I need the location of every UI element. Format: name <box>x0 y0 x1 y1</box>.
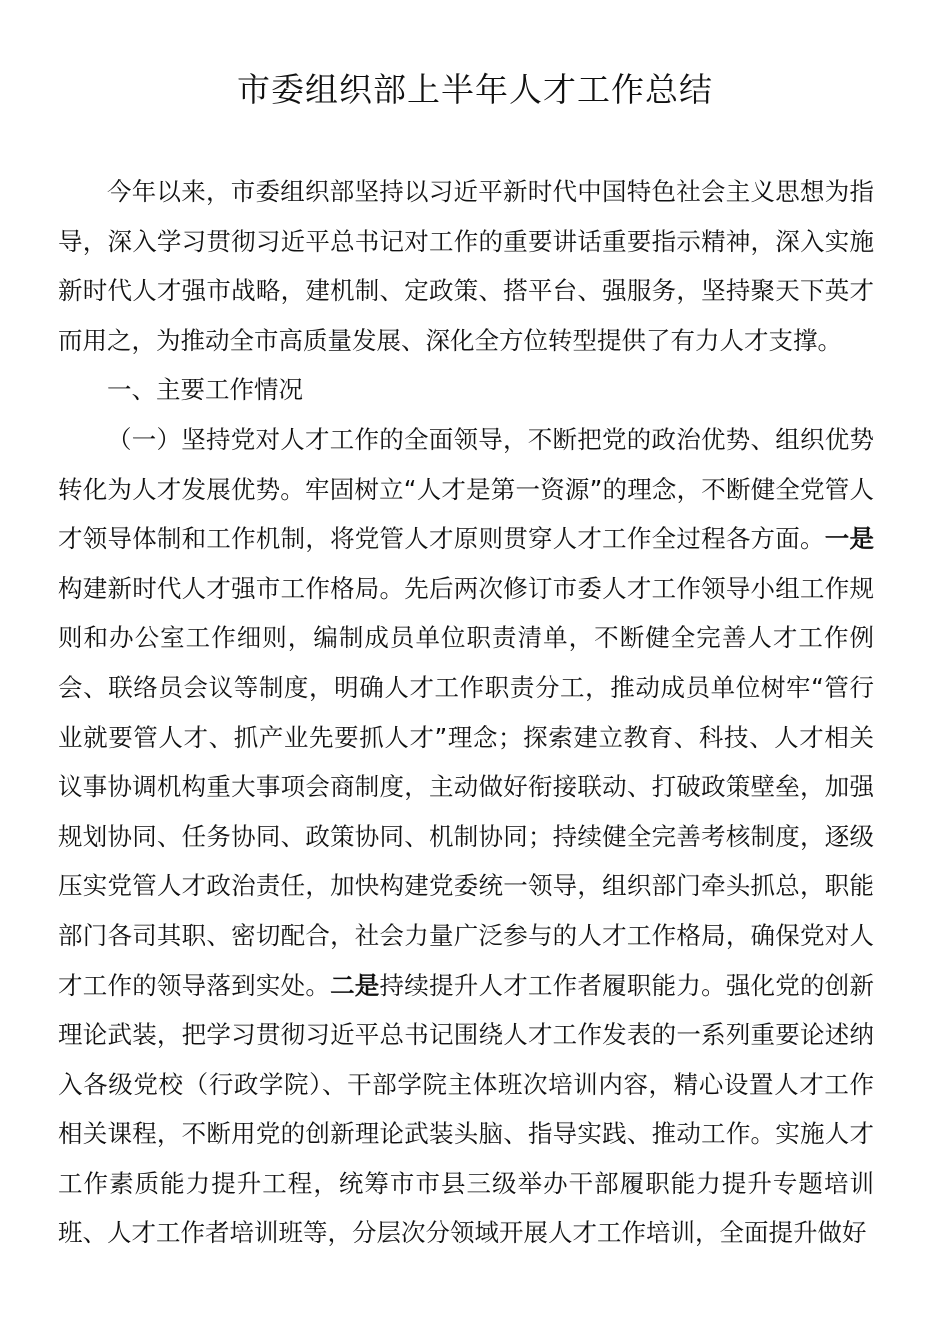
paragraph-lead: （一）坚持党对人才工作的全面领导，不断把党的政治优势、组织优势转化为人才发展优势。牢固树立“人才是第一资源”的理念，不断健全党管人才领导体制和工作机制，将党管人才原则贯穿人才工作全过程各方面。 <box>58 424 874 554</box>
point-2-text: 持续提升人才工作者履职能力。强化党的创新理论武装，把学习贯彻习近平总书记围绕人才工作发表的一系列重要论述纳入各级党校（行政学院）、干部学院主体班次培训内容，精心设置人才工作相关课程，不断用党的创新理论武装头脑、指导实践、推动工作。实施人才工作素质能力提升工程，统筹市市县三级举办干部履职能力提升专题培训班、人才工作者培训班等，分层次分领域开展人才工作培训，全面提升做好 <box>58 970 874 1248</box>
point-2-label: 二是 <box>330 970 380 1000</box>
document-title: 市委组织部上半年人才工作总结 <box>237 70 713 109</box>
section-heading: 一、主要工作情况 <box>107 375 303 405</box>
document-body <box>58 167 874 1258</box>
point-1-text: 构建新时代人才强市工作格局。先后两次修订市委人才工作领导小组工作规则和办公室工作细则，编制成员单位职责清单，不断健全完善人才工作例会、联络员会议等制度，明确人才工作职责分工，推动成员单位树牢“管行业就要管人才、抓产业先要抓人才”理念；探索建立教育、科技、人才相关议事协调机构重大事项会商制度，主动做好衔接联动、打破政策壁垒，加强规划协同、任务协同、政策协同、机制协同；持续健全完善考核制度，逐级压实党管人才政治责任，加快构建党委统一领导，组织部门牵头抓总，职能部门各司其职、密切配合，社会力量广泛参与的人才工作格局，确保党对人才工作的领导落到实处。 <box>58 573 874 1000</box>
point-1-label: 一是 <box>824 524 874 554</box>
section-paragraph <box>58 415 874 1258</box>
intro-paragraph: 今年以来，市委组织部坚持以习近平新时代中国特色社会主义思想为指导，深入学习贯彻习近平总书记对工作的重要讲话重要指示精神，深入实施新时代人才强市战略，建机制、定政策、搭平台、强服务，坚持聚天下英才而用之，为推动全市高质量发展、深化全方位转型提供了有力人才支撑。 <box>58 177 874 355</box>
